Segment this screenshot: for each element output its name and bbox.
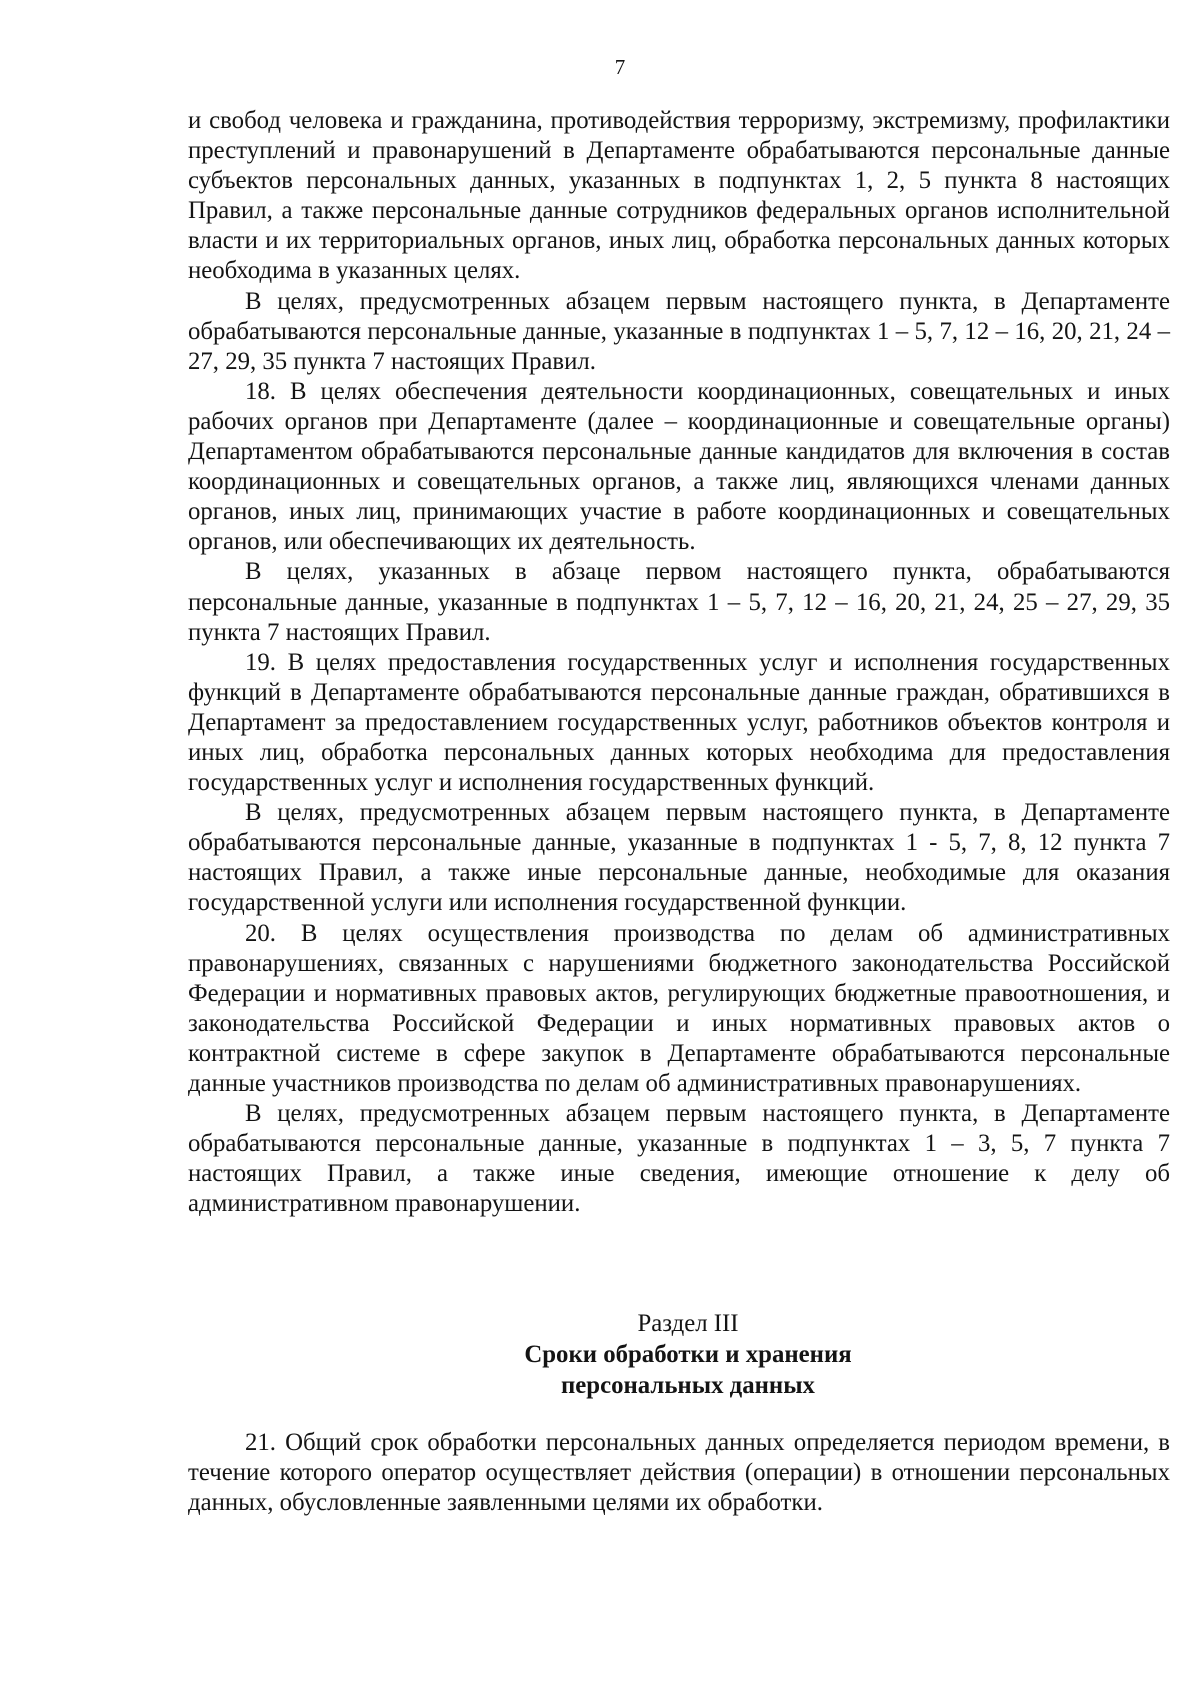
paragraph-continuation: и свобод человека и гражданина, противодействия терроризму, экстремизму, профилактики преступлений и правонарушений в Департаменте обрабатываются персональные данные субъектов персональных данных, указанных в подпунктах 1, 2, 5 пункта 8 настоящих Правил, а также персональные данные сотрудников федеральных органов исполнительной власти и их территориальных органов, иных лиц, обработка персональных данных которых необходима в указанных целях. <box>188 107 1170 285</box>
paragraph: В целях, предусмотренных абзацем первым настоящего пункта, в Департаменте обрабатываются персональные данные, указанные в подпунктах 1 – 3, 5, 7 пункта 7 настоящих Правил, а также иные сведения, имеющие отношение к делу об административном правонарушении. <box>188 1100 1170 1218</box>
section-number: Раздел III <box>637 1310 739 1337</box>
paragraph-item-18: 18. В целях обеспечения деятельности координационных, совещательных и иных рабочих органов при Департаменте (далее – координационные и совещательные органы) Департаментом обрабатываются персональные данные кандидатов для включения в состав координационных и совещательных органов, а также лиц, являющихся членами данных органов, иных лиц, принимающих участие в работе координационных и совещательных органов, или обеспечивающих их деятельность. <box>188 377 1170 556</box>
paragraph: В целях, предусмотренных абзацем первым настоящего пункта, в Департаменте обрабатываются персональные данные, указанные в подпунктах 1 - 5, 7, 8, 12 пункта 7 настоящих Правил, а также иные персональные данные, необходимые для оказания государственной услуги или исполнения государственной функции. <box>188 799 1170 917</box>
document-body <box>188 106 1170 1219</box>
section-body <box>188 1428 1170 1518</box>
section-heading <box>188 1308 1188 1401</box>
paragraph: В целях, указанных в абзаце первом настоящего пункта, обрабатываются персональные данные, указанные в подпунктах 1 – 5, 7, 12 – 16, 20, 21, 24, 25 – 27, 29, 35 пункта 7 настоящих Правил. <box>188 558 1170 646</box>
paragraph-item-19: 19. В целях предоставления государственных услуг и исполнения государственных функций в Департаменте обрабатываются персональные данные граждан, обратившихся в Департамент за предоставлением государственных услуг, работников объектов контроля и иных лиц, обработка персональных данных которых необходима для предоставления государственных услуг и исполнения государственных функций. <box>188 648 1170 797</box>
paragraph-item-21: 21. Общий срок обработки персональных данных определяется периодом времени, в течение которого оператор осуществляет действия (операции) в отношении персональных данных, обусловленные заявленными целями их обработки. <box>188 1429 1170 1517</box>
page-number: 7 <box>614 55 626 79</box>
section-title-line-1: Сроки обработки и хранения <box>524 1341 852 1368</box>
paragraph: В целях, предусмотренных абзацем первым настоящего пункта, в Департаменте обрабатываются персональные данные, указанные в подпунктах 1 – 5, 7, 12 – 16, 20, 21, 24 – 27, 29, 35 пункта 7 настоящих Правил. <box>188 287 1170 375</box>
section-title-line-2: персональных данных <box>561 1372 815 1399</box>
paragraph-item-20: 20. В целях осуществления производства по делам об административных правонарушениях, связанных с нарушениями бюджетного законодательства Российской Федерации и нормативных правовых актов, регулирующих бюджетные правоотношения, и законодательства Российской Федерации и иных нормативных правовых актов о контрактной системе в сфере закупок в Департаменте обрабатываются персональные данные участников производства по делам об административных правонарушениях. <box>188 919 1170 1097</box>
